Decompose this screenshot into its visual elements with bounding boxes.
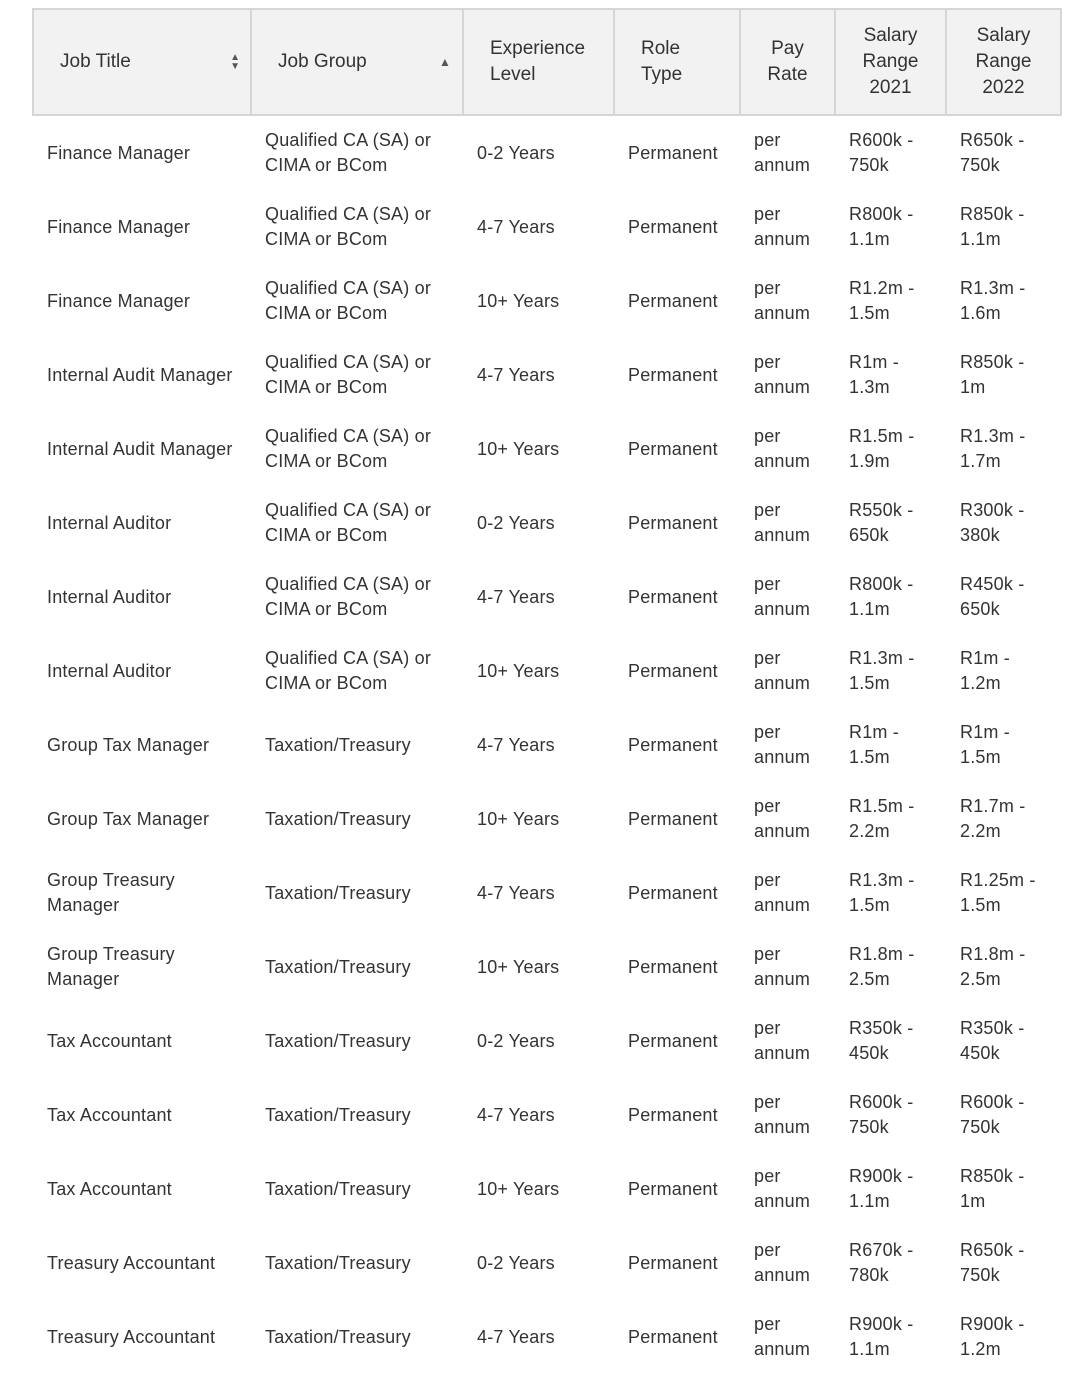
cell-job-title: Treasury Accountant <box>47 1252 216 1273</box>
cell-salary-2021: R1.5m - 2.2m <box>849 796 915 841</box>
cell-job-title: Tax Accountant <box>47 1104 172 1125</box>
cell-job-title: Internal Auditor <box>47 586 172 607</box>
header-role-type[interactable] <box>614 9 740 115</box>
table-row <box>33 560 1061 634</box>
cell-role-type: Permanent <box>628 364 718 385</box>
cell-salary-2021: R350k - 450k <box>849 1018 914 1063</box>
cell-job-title: Internal Audit Manager <box>47 364 233 385</box>
cell-salary-2021: R670k - 780k <box>849 1240 914 1285</box>
table-row <box>33 190 1061 264</box>
cell-experience-level: 10+ Years <box>477 438 560 459</box>
cell-salary-2021: R800k - 1.1m <box>849 204 914 249</box>
header-role-line2: Type <box>641 64 683 85</box>
cell-pay-rate: per annum <box>754 648 811 693</box>
header-pay-line2: Rate <box>767 64 808 85</box>
cell-pay-rate: per annum <box>754 1092 811 1137</box>
cell-job-title: Group Treasury Manager <box>47 870 175 915</box>
cell-pay-rate: per annum <box>754 278 811 323</box>
sort-both-icon[interactable]: ▲ ▼ <box>230 52 240 72</box>
header-experience-line1: Experience <box>490 38 586 59</box>
cell-role-type: Permanent <box>628 142 718 163</box>
salary-table-container <box>32 8 1060 1374</box>
cell-experience-level: 10+ Years <box>477 660 560 681</box>
cell-experience-level: 4-7 Years <box>477 1104 555 1125</box>
cell-salary-2022: R650k - 750k <box>960 1240 1025 1285</box>
table-row <box>33 486 1061 560</box>
sort-ascending-icon[interactable]: ▲ <box>439 55 451 69</box>
table-body <box>33 115 1061 1374</box>
cell-pay-rate: per annum <box>754 870 811 915</box>
cell-salary-2021: R1m - 1.5m <box>849 722 899 767</box>
cell-job-group: Taxation/Treasury <box>265 1326 411 1347</box>
salary-table <box>32 8 1062 1374</box>
cell-experience-level: 10+ Years <box>477 1178 560 1199</box>
cell-job-group: Qualified CA (SA) or CIMA or BCom <box>265 204 432 249</box>
table-row <box>33 856 1061 930</box>
cell-job-group: Taxation/Treasury <box>265 882 411 903</box>
cell-salary-2022: R1m - 1.5m <box>960 722 1010 767</box>
cell-experience-level: 0-2 Years <box>477 1030 555 1051</box>
cell-salary-2021: R550k - 650k <box>849 500 914 545</box>
cell-pay-rate: per annum <box>754 426 811 471</box>
cell-job-title: Tax Accountant <box>47 1030 172 1051</box>
cell-salary-2022: R1.8m - 2.5m <box>960 944 1026 989</box>
cell-salary-2022: R1.25m - 1.5m <box>960 870 1036 915</box>
cell-pay-rate: per annum <box>754 1018 811 1063</box>
header-s2022-line1: Salary <box>976 25 1031 46</box>
cell-job-group: Qualified CA (SA) or CIMA or BCom <box>265 500 432 545</box>
cell-job-title: Internal Auditor <box>47 512 172 533</box>
cell-role-type: Permanent <box>628 512 718 533</box>
cell-job-group: Taxation/Treasury <box>265 956 411 977</box>
cell-job-title: Tax Accountant <box>47 1178 172 1199</box>
header-salary-2022[interactable] <box>946 9 1061 115</box>
cell-job-group: Taxation/Treasury <box>265 1178 411 1199</box>
table-row <box>33 1300 1061 1374</box>
cell-role-type: Permanent <box>628 1178 718 1199</box>
header-salary-2021[interactable] <box>835 9 946 115</box>
cell-experience-level: 4-7 Years <box>477 216 555 237</box>
cell-salary-2022: R650k - 750k <box>960 130 1025 175</box>
cell-job-title: Finance Manager <box>47 142 191 163</box>
cell-salary-2022: R350k - 450k <box>960 1018 1025 1063</box>
cell-pay-rate: per annum <box>754 796 811 841</box>
cell-salary-2022: R1.3m - 1.6m <box>960 278 1026 323</box>
table-row <box>33 1004 1061 1078</box>
header-experience-line2: Level <box>490 64 536 85</box>
cell-salary-2021: R1.3m - 1.5m <box>849 870 915 915</box>
cell-role-type: Permanent <box>628 734 718 755</box>
cell-job-title: Treasury Accountant <box>47 1326 216 1347</box>
cell-salary-2022: R450k - 650k <box>960 574 1025 619</box>
table-row <box>33 1078 1061 1152</box>
cell-experience-level: 10+ Years <box>477 808 560 829</box>
cell-job-group: Taxation/Treasury <box>265 1104 411 1125</box>
table-row <box>33 782 1061 856</box>
cell-role-type: Permanent <box>628 1252 718 1273</box>
cell-pay-rate: per annum <box>754 500 811 545</box>
cell-job-title: Finance Manager <box>47 216 191 237</box>
cell-job-group: Taxation/Treasury <box>265 1030 411 1051</box>
cell-experience-level: 4-7 Years <box>477 1326 555 1347</box>
header-job-title[interactable] <box>33 9 251 115</box>
cell-salary-2022: R850k - 1m <box>960 1166 1025 1211</box>
table-row <box>33 1226 1061 1300</box>
cell-role-type: Permanent <box>628 660 718 681</box>
cell-salary-2021: R600k - 750k <box>849 130 914 175</box>
header-s2022-line2: Range <box>975 51 1032 72</box>
cell-job-group: Taxation/Treasury <box>265 734 411 755</box>
header-job-group-label: Job Group <box>278 51 367 72</box>
cell-role-type: Permanent <box>628 290 718 311</box>
cell-role-type: Permanent <box>628 586 718 607</box>
cell-job-group: Qualified CA (SA) or CIMA or BCom <box>265 278 432 323</box>
cell-job-title: Group Treasury Manager <box>47 944 175 989</box>
cell-salary-2022: R850k - 1m <box>960 352 1025 397</box>
cell-salary-2021: R600k - 750k <box>849 1092 914 1137</box>
cell-job-group: Taxation/Treasury <box>265 808 411 829</box>
cell-salary-2022: R1m - 1.2m <box>960 648 1010 693</box>
table-row <box>33 412 1061 486</box>
cell-job-group: Qualified CA (SA) or CIMA or BCom <box>265 648 432 693</box>
cell-role-type: Permanent <box>628 1326 718 1347</box>
cell-role-type: Permanent <box>628 438 718 459</box>
cell-salary-2021: R900k - 1.1m <box>849 1314 914 1359</box>
header-pay-rate[interactable] <box>740 9 835 115</box>
cell-salary-2021: R1.8m - 2.5m <box>849 944 915 989</box>
cell-experience-level: 0-2 Years <box>477 142 555 163</box>
header-role-line1: Role <box>641 38 681 59</box>
header-s2022-line3: 2022 <box>982 77 1025 98</box>
cell-role-type: Permanent <box>628 1030 718 1051</box>
cell-pay-rate: per annum <box>754 574 811 619</box>
header-job-group[interactable] <box>251 9 463 115</box>
cell-pay-rate: per annum <box>754 1240 811 1285</box>
cell-salary-2022: R900k - 1.2m <box>960 1314 1025 1359</box>
cell-job-group: Qualified CA (SA) or CIMA or BCom <box>265 130 432 175</box>
cell-job-title: Internal Audit Manager <box>47 438 233 459</box>
cell-pay-rate: per annum <box>754 722 811 767</box>
cell-pay-rate: per annum <box>754 352 811 397</box>
cell-pay-rate: per annum <box>754 944 811 989</box>
cell-experience-level: 10+ Years <box>477 956 560 977</box>
cell-salary-2021: R1.3m - 1.5m <box>849 648 915 693</box>
cell-job-title: Finance Manager <box>47 290 191 311</box>
header-job-title-label: Job Title <box>60 51 131 72</box>
cell-job-group: Qualified CA (SA) or CIMA or BCom <box>265 574 432 619</box>
cell-pay-rate: per annum <box>754 1314 811 1359</box>
header-s2021-line1: Salary <box>863 25 918 46</box>
table-row <box>33 1152 1061 1226</box>
cell-salary-2021: R1.2m - 1.5m <box>849 278 915 323</box>
cell-experience-level: 4-7 Years <box>477 882 555 903</box>
cell-salary-2022: R300k - 380k <box>960 500 1025 545</box>
cell-experience-level: 4-7 Years <box>477 734 555 755</box>
table-row <box>33 708 1061 782</box>
cell-role-type: Permanent <box>628 956 718 977</box>
cell-job-group: Qualified CA (SA) or CIMA or BCom <box>265 352 432 397</box>
cell-salary-2021: R900k - 1.1m <box>849 1166 914 1211</box>
table-row <box>33 338 1061 412</box>
cell-role-type: Permanent <box>628 216 718 237</box>
cell-job-title: Internal Auditor <box>47 660 172 681</box>
header-experience-level[interactable] <box>463 9 614 115</box>
cell-experience-level: 4-7 Years <box>477 364 555 385</box>
cell-pay-rate: per annum <box>754 1166 811 1211</box>
cell-role-type: Permanent <box>628 882 718 903</box>
cell-salary-2022: R1.7m - 2.2m <box>960 796 1026 841</box>
cell-experience-level: 0-2 Years <box>477 1252 555 1273</box>
cell-role-type: Permanent <box>628 1104 718 1125</box>
cell-pay-rate: per annum <box>754 130 811 175</box>
cell-salary-2021: R800k - 1.1m <box>849 574 914 619</box>
table-row <box>33 264 1061 338</box>
table-row <box>33 115 1061 190</box>
cell-job-title: Group Tax Manager <box>47 808 210 829</box>
header-s2021-line3: 2021 <box>869 77 912 98</box>
table-row <box>33 634 1061 708</box>
cell-salary-2022: R850k - 1.1m <box>960 204 1025 249</box>
cell-experience-level: 4-7 Years <box>477 586 555 607</box>
cell-salary-2022: R1.3m - 1.7m <box>960 426 1026 471</box>
cell-job-group: Qualified CA (SA) or CIMA or BCom <box>265 426 432 471</box>
cell-experience-level: 0-2 Years <box>477 512 555 533</box>
cell-pay-rate: per annum <box>754 204 811 249</box>
cell-job-title: Group Tax Manager <box>47 734 210 755</box>
cell-salary-2021: R1m - 1.3m <box>849 352 899 397</box>
cell-job-group: Taxation/Treasury <box>265 1252 411 1273</box>
table-header-row <box>33 9 1061 115</box>
cell-experience-level: 10+ Years <box>477 290 560 311</box>
cell-salary-2022: R600k - 750k <box>960 1092 1025 1137</box>
cell-salary-2021: R1.5m - 1.9m <box>849 426 915 471</box>
cell-role-type: Permanent <box>628 808 718 829</box>
header-s2021-line2: Range <box>862 51 919 72</box>
table-row <box>33 930 1061 1004</box>
header-pay-line1: Pay <box>771 38 804 59</box>
